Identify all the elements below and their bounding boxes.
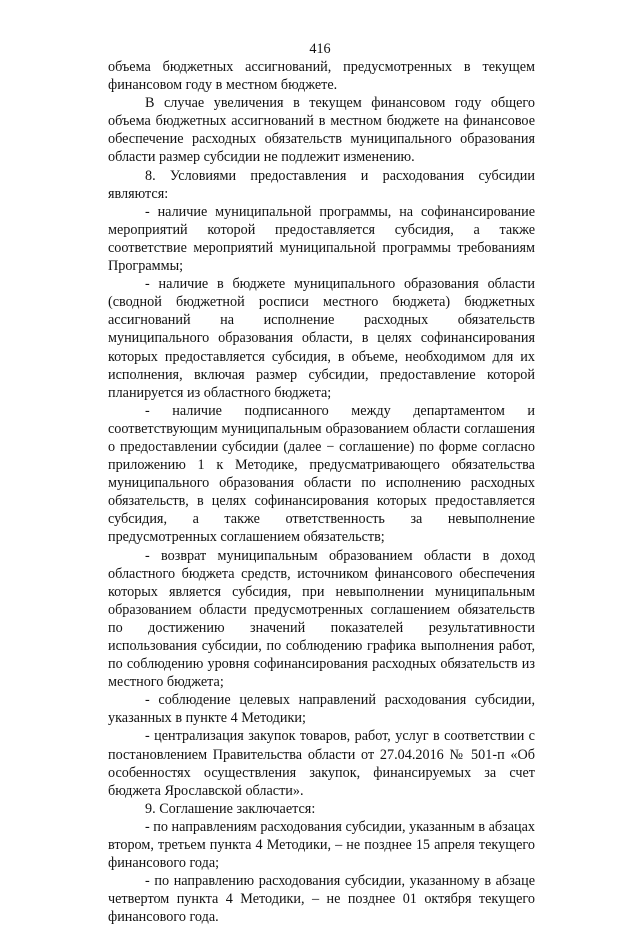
- paragraph: объема бюджетных ассигнований, предусмотренных в текущем финансовом году в местном бюджете.: [108, 59, 535, 94]
- list-item: - наличие подписанного между департаментом и соответствующим муниципальным образованием области соглашения о предоставлении субсидии (далее − соглашение) по форме согласно приложению 1 к Методике, предусматривающего обязательства муниципального образования области по исполнению расходных обязательств, в целях софинансирования которых предоставляется субсидия, а также ответственность за невыполнение предусмотренных соглашением обязательств;: [108, 402, 535, 546]
- paragraph: 9. Соглашение заключается:: [145, 800, 316, 817]
- list-item: - по направлению расходования субсидии, указанному в абзаце четвертом пункта 4 Методики, – не позднее 01 октября текущего финансового года.: [108, 873, 535, 926]
- paragraph: В случае увеличения в текущем финансовом году общего объема бюджетных ассигнований в местном бюджете на финансовое обеспечение расходных обязательств муниципального образования области размер субсидии не подлежит изменению.: [108, 95, 535, 166]
- page-number: 416: [309, 41, 331, 57]
- list-item: - возврат муниципальным образованием области в доход областного бюджета средств, источником финансового обеспечения которых является субсидия, при невыполнении муниципальным образованием области предусмотренных соглашением обязательств по достижению значений показателей результативности использования субсидии, по соблюдению графика выполнения работ, по соблюдению уровня софинансирования расходных обязательств из местного бюджета;: [108, 547, 535, 691]
- list-item: - по направлениям расходования субсидии, указанным в абзацах втором, третьем пункта 4 Методики, – не позднее 15 апреля текущего финансового года;: [108, 818, 535, 872]
- list-item: - соблюдение целевых направлений расходования субсидии, указанных в пункте 4 Методики;: [108, 692, 535, 727]
- list-item: - наличие в бюджете муниципального образования области (сводной бюджетной росписи местного бюджета) бюджетных ассигнований на исполнение расходных обязательств муниципального образования области, в целях софинансирования которых предоставляется субсидия, в объеме, необходимом для их исполнения, включая размер субсидии, предоставление которой планируется из областного бюджета;: [108, 276, 535, 401]
- paragraph: 8. Условиями предоставления и расходования субсидии являются:: [108, 167, 535, 202]
- list-item: - наличие муниципальной программы, на софинансирование мероприятий которой предоставляется субсидия, а также соответствие мероприятий муниципальной программы требованиям Программы;: [108, 203, 535, 275]
- list-item: - централизация закупок товаров, работ, услуг в соответствии с постановлением Правительства области от 27.04.2016 № 501-п «Об особенностях осуществления закупок, финансируемых за счет бюджета Ярославской области».: [108, 728, 535, 799]
- document-body: [108, 58, 535, 927]
